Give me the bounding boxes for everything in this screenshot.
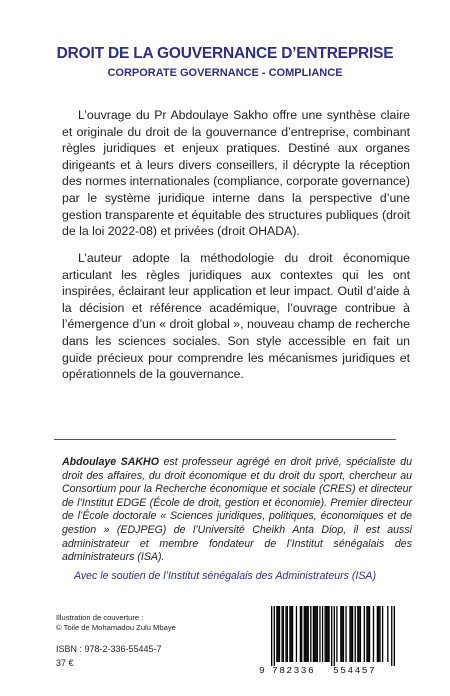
barcode-bar [373, 606, 374, 662]
barcode-bar [352, 606, 353, 662]
barcode-bar [328, 606, 329, 662]
barcode-bar [331, 606, 332, 666]
barcode-left-digits: 782336 [272, 665, 316, 676]
barcode-bar [377, 606, 378, 662]
barcode-right-digits: 554457 [333, 665, 377, 676]
barcode-bar [345, 606, 346, 662]
cover-credit-line-1: Illustration de couverture : [56, 613, 144, 622]
barcode-bar [306, 606, 307, 662]
barcode-bar [378, 606, 379, 662]
price: 37 € [56, 658, 74, 668]
barcode-bar [382, 606, 383, 662]
barcode-bar [394, 606, 395, 666]
barcode-bar [391, 606, 392, 666]
barcode [259, 606, 397, 674]
barcode-bar [278, 606, 279, 662]
barcode-bar [274, 606, 275, 666]
barcode-bar [326, 606, 327, 662]
barcode-bar [279, 606, 280, 662]
barcode-bar [315, 606, 316, 662]
barcode-bar [283, 606, 284, 662]
barcode-bar [291, 606, 292, 662]
barcode-bar [343, 606, 344, 662]
description-paragraph-2: L’auteur adopte la méthodologie du droit économique articulant les règles juridiques aux contextes qui les ont inspirées, éclairant leur application et leur impact. Outil d’aide à la décision et référence académique, l’ouvrage contribue à l’émergence d’un « droit global », nouveau champ de recherche dans les sciences sociales. Son style accessible en fait un guide précieux pour comprendre les mécanismes juridiques et opérationnels de la gouvernance. [62, 251, 410, 382]
cover-credit-line-2: © Toile de Mohamadou Zulu Mbaye [56, 623, 176, 632]
barcode-bar [287, 606, 288, 662]
barcode-bars [259, 606, 397, 666]
barcode-bar [313, 606, 314, 662]
barcode-bar [289, 606, 290, 662]
support-line: Avec le soutien de l’Institut sénégalais des Administrateurs (ISA) [73, 570, 377, 582]
barcode-bar [387, 606, 388, 662]
barcode-bar [310, 606, 311, 662]
barcode-bar [366, 606, 367, 662]
barcode-bar [304, 606, 305, 662]
author-bio [62, 456, 412, 565]
barcode-bar [364, 606, 365, 662]
barcode-bar [351, 606, 352, 662]
description-paragraph-1: L’ouvrage du Pr Abdoulaye Sakho offre une synthèse claire et originale du droit de la gouvernance d’entreprise, combinant règles juridiques et enjeux pratiques. Destiné aux organes dirigeants et à leurs divers conseillers, il décrypte la réception des normes internationales (compliance, corporate governance) par le système juridique interne dans la perspective d’une gestion transparente et équitable des structures publiques (droit de la loi 2022-08) et privées (droit OHADA). [62, 108, 410, 239]
barcode-bar [368, 606, 369, 662]
barcode-bar [355, 606, 356, 662]
isbn-block [56, 642, 162, 670]
barcode-bar [276, 606, 277, 662]
barcode-bar [300, 606, 301, 662]
isbn-number: ISBN : 978-2-336-55445-7 [56, 644, 162, 654]
barcode-bar [357, 606, 358, 662]
barcode-bar [285, 606, 286, 662]
divider [54, 439, 396, 440]
barcode-bar [301, 606, 302, 662]
barcode-bar [322, 606, 323, 662]
cover-credit [56, 613, 176, 633]
barcode-bar [334, 606, 335, 666]
barcode-bar [281, 606, 282, 662]
barcode-bar [271, 606, 272, 666]
barcode-bar [314, 606, 315, 662]
barcode-bar [369, 606, 370, 662]
barcode-bar [325, 606, 326, 662]
barcode-bar [317, 606, 318, 662]
barcode-bar [360, 606, 361, 662]
barcode-bar [358, 606, 359, 662]
barcode-bar [319, 606, 320, 662]
barcode-bar [308, 606, 309, 662]
barcode-bar [349, 606, 350, 662]
barcode-bar [336, 606, 337, 662]
author-name: Abdoulaye SAKHO [62, 456, 159, 468]
barcode-bar [296, 606, 297, 662]
barcode-bar [292, 606, 293, 662]
barcode-bar [341, 606, 342, 662]
barcode-bar [340, 606, 341, 662]
book-subtitle: CORPORATE GOVERNANCE - COMPLIANCE [107, 67, 343, 79]
barcode-lead-digit: 9 [259, 665, 265, 676]
barcode-bar [379, 606, 380, 662]
book-title: DROIT DE LA GOUVERNANCE D’ENTREPRISE [56, 45, 394, 62]
barcode-bar [327, 606, 328, 662]
author-bio-text: est professeur agrégé en droit privé, spécialiste du droit des affaires, du droit économique et du droit du sport, chercheur au Consortium pour la Recherche économique et sociale (CRES) et directeur de l’Institut EDGE (École de droit, gestion et économie). Premier directeur de l’École doctorale « Sciences juridiques, politiques, économiques et de gestion » (EDJPEG) de l’Université Cheikh Anta Diop, il est aussi administrateur et membre fondateur de l’Institut sénégalais des administrateurs (ISA). [62, 456, 412, 564]
barcode-bar [305, 606, 306, 662]
